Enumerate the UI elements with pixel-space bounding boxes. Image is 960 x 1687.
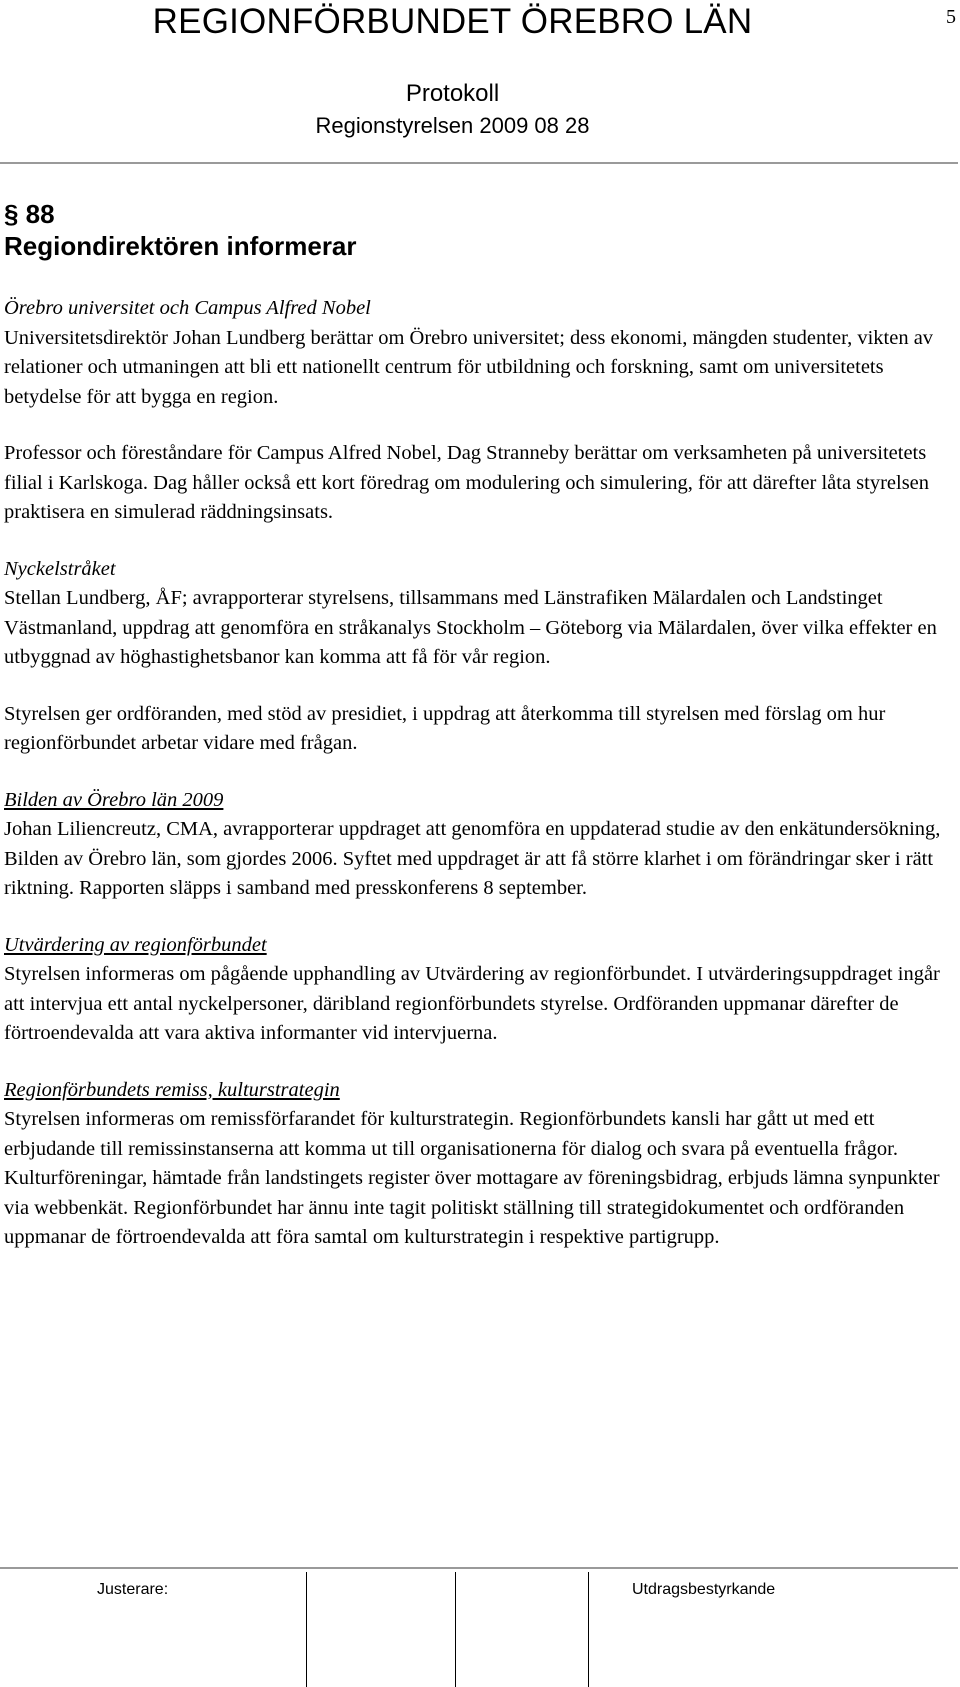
agenda-item-decision [4, 700, 954, 759]
signature-divider [588, 1572, 589, 1687]
topic-heading: Utvärdering av regionförbundet [4, 933, 267, 956]
agenda-item-university [4, 294, 954, 412]
agenda-item-kulturstrategi [4, 1076, 954, 1253]
section-title: Regiondirektören informerar [4, 231, 357, 261]
agenda-item-bilden [4, 786, 954, 904]
signature-divider [306, 1572, 307, 1687]
agenda-item-nyckelstraket [4, 555, 954, 673]
agenda-item-campus [4, 439, 954, 528]
topic-heading: Bilden av Örebro län 2009 [4, 788, 224, 811]
topic-heading: Örebro universitet och Campus Alfred Nobel [4, 297, 371, 319]
paragraph: Styrelsen ger ordföranden, med stöd av presidiet, i uppdrag att återkomma till styrelsen med förslag om hur regionförbundet arbetar vidare med frågan. [4, 702, 886, 754]
section-heading [4, 198, 357, 262]
document-type: Protokoll [405, 80, 500, 107]
paragraph: Professor och föreståndare för Campus Alfred Nobel, Dag Stranneby berättar om verksamheten på universitetets filial i Karlskoga. Dag håller också ett kort föredrag om modulering och simulering, för att därefter låta styrelsen praktisera en simulerad räddningsinsats. [4, 442, 930, 523]
page-number: 5 [946, 6, 956, 28]
adjusters-label: Justerare: [97, 1581, 169, 1598]
topic-heading: Regionförbundets remiss, kulturstrategin [4, 1078, 340, 1101]
signature-divider [455, 1572, 456, 1687]
organization-name: REGIONFÖRBUNDET ÖREBRO LÄN [152, 2, 753, 41]
paragraph: Styrelsen informeras om pågående upphandling av Utvärdering av regionförbundet. I utvärderingsuppdraget ingår att intervjua ett antal nyckelpersoner, däribland regionförbundets styrelse. Ordföranden uppmanar därefter de förtroendevalda att vara aktiva informanter vid intervjuerna. [4, 963, 940, 1044]
agenda-item-utvardering [4, 931, 954, 1049]
paragraph: Universitetsdirektör Johan Lundberg berättar om Örebro universitet; dess ekonomi, mängden studenter, vikten av relationer och utmaningen att bli ett nationellt centrum för utbildning och forskning, samt om universitetets betydelse för att bygga en region. [4, 326, 934, 408]
section-number: § 88 [4, 199, 55, 229]
paragraph: Stellan Lundberg, ÅF; avrapporterar styrelsens, tillsammans med Länstrafiken Mälardalen och Landstinget Västmanland, uppdrag att genomföra en stråkanalys Stockholm – Göteborg via Mälardalen, över vilka effekter en utbyggnad av höghastighetsbanor kan komma att få för vår region. [4, 587, 937, 668]
header-divider [0, 162, 958, 164]
minutes-body [4, 294, 954, 1280]
footer-divider [0, 1567, 958, 1569]
paragraph: Johan Liliencreutz, CMA, avrapporterar uppdraget att genomföra en uppdaterad studie av den enkätundersökning, Bilden av Örebro län, som gjordes 2006. Syftet med uppdraget är att få större klarhet i om förändringar sker i rätt riktning. Rapporten släpps i samband med presskonferens 8 september. [4, 818, 941, 899]
meeting-name: Regionstyrelsen 2009 08 28 [315, 113, 590, 138]
topic-heading: Nyckelstråket [4, 557, 116, 580]
certification-label: Utdragsbestyrkande [632, 1581, 776, 1598]
paragraph: Styrelsen informeras om remissförfarandet för kulturstrategin. Regionförbundets kansli har gått ut med ett erbjudande till remissinstanserna att komma ut till organisationerna för dialog och svara på eventuella frågor. Kulturföreningar, hämtade från landstingets register över mottagare av föreningsbidrag, erbjuds lämna synpunkter via webbenkät. Regionförbundet har ännu inte tagit politiskt ställning till strategidokumentet och ordföranden uppmanar de förtroendevalda att föra samtal om kulturstrategin i respektive partigrupp. [4, 1108, 940, 1248]
